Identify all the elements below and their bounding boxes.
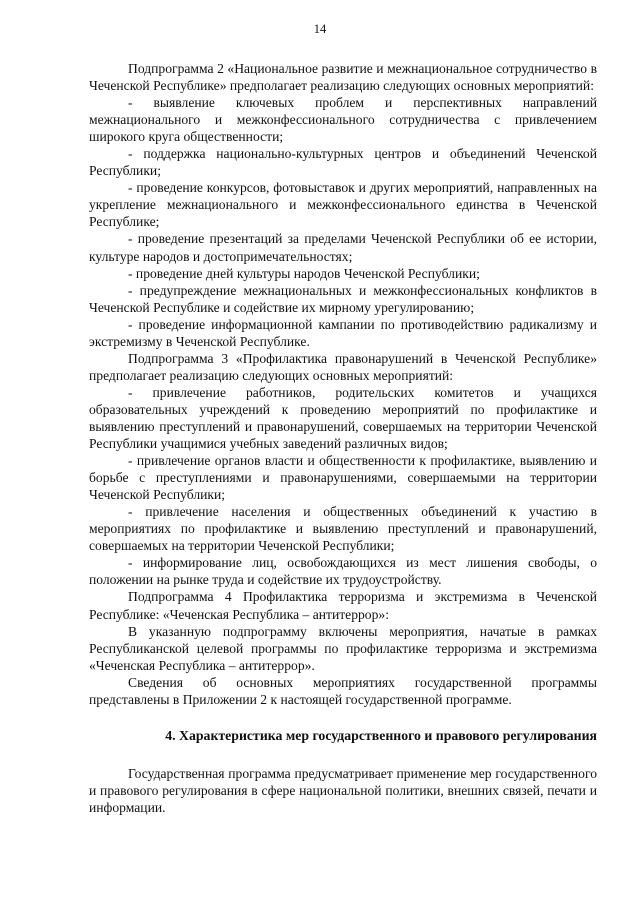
list-item: - привлечение населения и общественных объединений к участию в мероприятиях по профилактике и выявлению преступлений и правонарушений, совершаемых на территории Чеченской Республики; <box>89 504 597 554</box>
document-body <box>89 60 597 816</box>
list-item: - предупреждение межнациональных и межконфессиональных конфликтов в Чеченской Республике и содействие их мирному урегулированию; <box>89 282 597 315</box>
list-item: - выявление ключевых проблем и перспективных направлений межнационального и межконфессионального сотрудничества с привлечением широкого круга общественности; <box>89 95 597 145</box>
list-item: - привлечение органов власти и общественности к профилактике, выявлению и борьбе с преступлениями и правонарушениями, совершаемыми на территории Чеченской Республики; <box>89 453 597 503</box>
paragraph-subprogram-3-intro: Подпрограмма 3 «Профилактика правонарушений в Чеченской Республике» предполагает реализацию следующих основных мероприятий: <box>89 350 597 383</box>
paragraph-regulation-measures: Государственная программа предусматривает применение мер государственного и правового регулирования в сфере национальной политики, внешних связей, печати и информации. <box>89 765 597 815</box>
spacer <box>89 708 597 727</box>
list-item: - поддержка национально-культурных центров и объединений Чеченской Республики; <box>89 146 597 179</box>
list-item: - проведение презентаций за пределами Чеченской Республики об ее истории, культуре народов и достопримечательностях; <box>89 231 597 264</box>
list-item: - проведение конкурсов, фотовыставок и других мероприятий, направленных на укрепление межнационального и межконфессионального единства в Чеченской Республике; <box>89 180 597 230</box>
list-item: - проведение дней культуры народов Чеченской Республики; <box>128 265 480 281</box>
paragraph-subprogram-4-intro: Подпрограмма 4 Профилактика терроризма и экстремизма в Чеченской Республике: «Чеченская Республика – антитеррор»: <box>89 589 597 622</box>
paragraph-subprogram-4-details: В указанную подпрограмму включены мероприятия, начатые в рамках Республиканской целевой программы по профилактике терроризма и экстремизма «Чеченская Республика – антитеррор». <box>89 623 597 673</box>
page-number: 14 <box>313 22 327 36</box>
spacer <box>89 744 597 765</box>
list-item: - проведение информационной кампании по противодействию радикализму и экстремизму в Чеченской Республике. <box>89 316 597 349</box>
section-heading: 4. Характеристика мер государственного и правового регулирования <box>165 727 597 743</box>
list-item: - привлечение работников, родительских комитетов и учащихся образовательных учреждений к проведению мероприятий по профилактике и выявлению преступлений и правонарушений, совершаемых на территории Чеченской Республики учащимися учебных заведений различных видов; <box>89 384 597 452</box>
list-item: - информирование лиц, освобождающихся из мест лишения свободы, о положении на рынке труда и содействие их трудоустройству. <box>89 555 597 588</box>
paragraph-appendix-reference: Сведения об основных мероприятиях государственной программы представлены в Приложении 2 к настоящей государственной программе. <box>89 674 597 707</box>
paragraph-subprogram-2-intro: Подпрограмма 2 «Национальное развитие и межнациональное сотрудничество в Чеченской Республике» предполагает реализацию следующих основных мероприятий: <box>89 61 597 94</box>
